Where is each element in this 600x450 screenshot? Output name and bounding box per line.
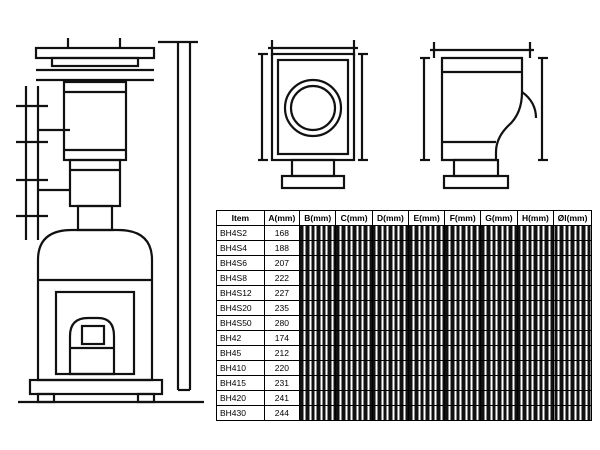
cell-c (336, 361, 372, 376)
cell-e (409, 376, 445, 391)
cell-diameter-l (554, 271, 592, 286)
cell-d (372, 316, 408, 331)
column-header-a: A(mm) (264, 211, 299, 226)
cell-f (445, 256, 481, 271)
cell-b (300, 301, 336, 316)
cell-h (517, 316, 553, 331)
cell-diameter-l (554, 406, 592, 421)
cell-item: BH410 (217, 361, 265, 376)
cell-b (300, 241, 336, 256)
table-row (217, 346, 592, 361)
cell-item: BH4S12 (217, 286, 265, 301)
cell-a: 231 (264, 376, 299, 391)
cell-diameter-l (554, 286, 592, 301)
cell-d (372, 376, 408, 391)
cell-f (445, 286, 481, 301)
cell-d (372, 361, 408, 376)
cell-g (481, 376, 518, 391)
cell-c (336, 241, 372, 256)
cell-h (517, 331, 553, 346)
cell-c (336, 256, 372, 271)
cell-a: 168 (264, 226, 299, 241)
cell-e (409, 361, 445, 376)
cell-c (336, 271, 372, 286)
column-header-f: F(mm) (445, 211, 481, 226)
cell-f (445, 241, 481, 256)
cell-b (300, 226, 336, 241)
cell-g (481, 406, 518, 421)
cell-diameter-l (554, 331, 592, 346)
cell-a: 188 (264, 241, 299, 256)
cell-h (517, 271, 553, 286)
table-row (217, 226, 592, 241)
cell-g (481, 391, 518, 406)
cell-diameter-l (554, 226, 592, 241)
cell-b (300, 316, 336, 331)
cell-f (445, 376, 481, 391)
cell-h (517, 256, 553, 271)
cell-item: BH4S20 (217, 301, 265, 316)
side-elevation-view (418, 38, 548, 198)
cell-a: 280 (264, 316, 299, 331)
cell-h (517, 376, 553, 391)
table-row (217, 376, 592, 391)
cell-c (336, 316, 372, 331)
cell-diameter-l (554, 346, 592, 361)
cell-c (336, 286, 372, 301)
cell-d (372, 256, 408, 271)
cell-item: BH4S4 (217, 241, 265, 256)
cell-h (517, 406, 553, 421)
cell-h (517, 226, 553, 241)
cell-item: BH430 (217, 406, 265, 421)
cell-item: BH42 (217, 331, 265, 346)
cell-c (336, 331, 372, 346)
column-header-d: D(mm) (372, 211, 408, 226)
cell-item: BH4S50 (217, 316, 265, 331)
cell-f (445, 361, 481, 376)
table-header-row (217, 211, 592, 226)
table-row (217, 331, 592, 346)
table-row (217, 256, 592, 271)
cell-item: BH4S2 (217, 226, 265, 241)
cell-d (372, 271, 408, 286)
cell-b (300, 271, 336, 286)
column-header-c: C(mm) (336, 211, 372, 226)
cell-f (445, 346, 481, 361)
cell-a: 174 (264, 331, 299, 346)
cell-f (445, 391, 481, 406)
cell-c (336, 406, 372, 421)
cell-b (300, 406, 336, 421)
cell-b (300, 286, 336, 301)
cell-e (409, 271, 445, 286)
cell-g (481, 286, 518, 301)
cell-a: 222 (264, 271, 299, 286)
cell-diameter-l (554, 241, 592, 256)
cell-d (372, 226, 408, 241)
column-header-g: G(mm) (481, 211, 518, 226)
cell-e (409, 316, 445, 331)
cell-b (300, 256, 336, 271)
cell-a: 244 (264, 406, 299, 421)
cell-f (445, 406, 481, 421)
cell-a: 207 (264, 256, 299, 271)
table-row (217, 391, 592, 406)
cell-f (445, 271, 481, 286)
table-row (217, 271, 592, 286)
cell-g (481, 256, 518, 271)
cell-h (517, 346, 553, 361)
cell-d (372, 241, 408, 256)
cell-h (517, 361, 553, 376)
cell-h (517, 286, 553, 301)
cell-a: 212 (264, 346, 299, 361)
cell-d (372, 331, 408, 346)
cell-diameter-l (554, 301, 592, 316)
cell-c (336, 391, 372, 406)
cell-e (409, 406, 445, 421)
cell-g (481, 271, 518, 286)
cell-c (336, 376, 372, 391)
cell-e (409, 331, 445, 346)
cell-diameter-l (554, 361, 592, 376)
column-header-h: H(mm) (517, 211, 553, 226)
table-row (217, 301, 592, 316)
cell-e (409, 301, 445, 316)
cell-diameter-l (554, 256, 592, 271)
cell-item: BH415 (217, 376, 265, 391)
cell-c (336, 301, 372, 316)
cell-f (445, 226, 481, 241)
cell-a: 227 (264, 286, 299, 301)
cell-f (445, 301, 481, 316)
dimension-table-wrapper (216, 210, 592, 421)
cell-g (481, 301, 518, 316)
column-header-b: B(mm) (300, 211, 336, 226)
cell-d (372, 301, 408, 316)
cell-b (300, 331, 336, 346)
column-header-e: E(mm) (409, 211, 445, 226)
table-row (217, 286, 592, 301)
cell-item: BH45 (217, 346, 265, 361)
cell-h (517, 391, 553, 406)
cell-item: BH4S8 (217, 271, 265, 286)
cell-f (445, 316, 481, 331)
cell-c (336, 346, 372, 361)
column-header-item: Item (217, 211, 265, 226)
cell-g (481, 226, 518, 241)
cell-e (409, 226, 445, 241)
cell-g (481, 316, 518, 331)
cell-f (445, 331, 481, 346)
cell-g (481, 241, 518, 256)
cell-e (409, 256, 445, 271)
cell-a: 220 (264, 361, 299, 376)
cell-d (372, 406, 408, 421)
cell-d (372, 391, 408, 406)
cell-d (372, 346, 408, 361)
cell-diameter-l (554, 316, 592, 331)
cell-b (300, 361, 336, 376)
cell-b (300, 376, 336, 391)
cell-h (517, 301, 553, 316)
cell-e (409, 286, 445, 301)
cell-diameter-l (554, 391, 592, 406)
cell-item: BH4S6 (217, 256, 265, 271)
cell-e (409, 346, 445, 361)
table-row (217, 406, 592, 421)
table-row (217, 316, 592, 331)
cell-e (409, 241, 445, 256)
cell-b (300, 391, 336, 406)
cell-a: 235 (264, 301, 299, 316)
front-elevation-view (8, 30, 208, 420)
cell-b (300, 346, 336, 361)
column-header-diameter-l: Øl(mm) (554, 211, 592, 226)
cell-d (372, 286, 408, 301)
table-row (217, 361, 592, 376)
table-row (217, 241, 592, 256)
cell-item: BH420 (217, 391, 265, 406)
top-plan-view (258, 38, 368, 198)
cell-a: 241 (264, 391, 299, 406)
cell-e (409, 391, 445, 406)
cell-h (517, 241, 553, 256)
cell-diameter-l (554, 376, 592, 391)
cell-g (481, 346, 518, 361)
dimension-table (216, 210, 592, 421)
cell-g (481, 361, 518, 376)
cell-c (336, 226, 372, 241)
cell-g (481, 331, 518, 346)
